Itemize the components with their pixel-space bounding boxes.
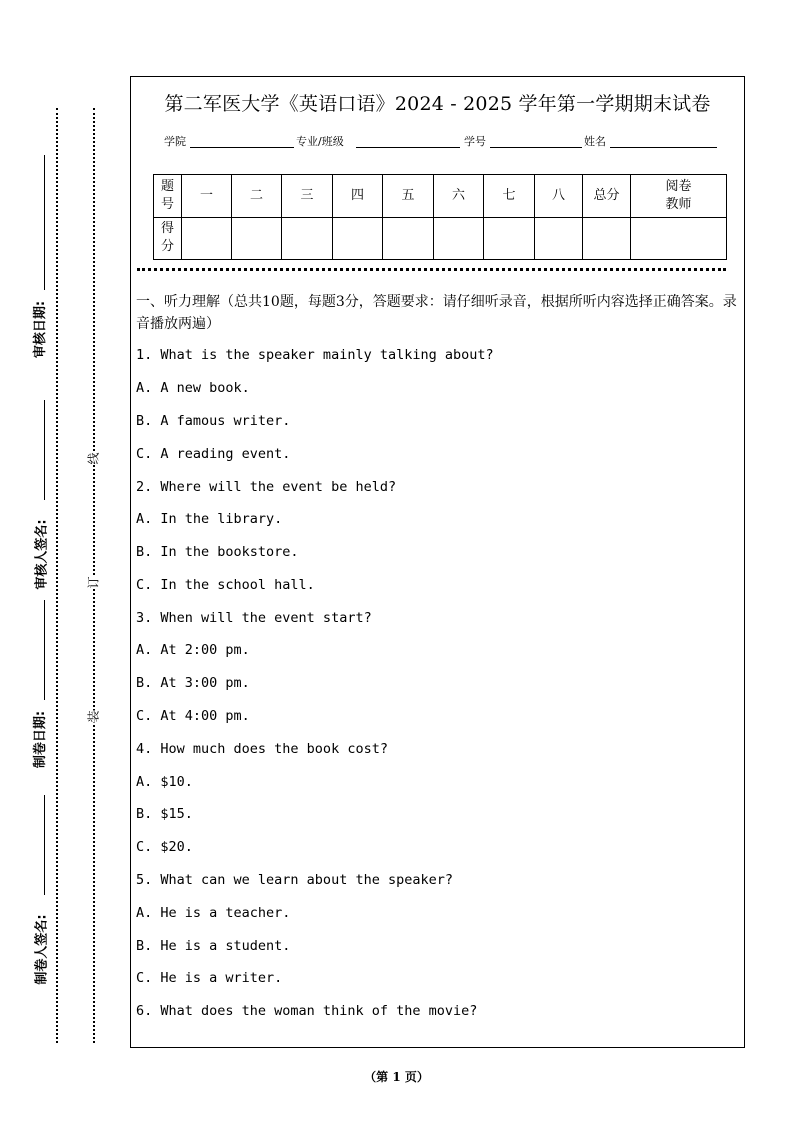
col-header: 三 bbox=[282, 175, 333, 218]
paper-date-label: 制卷日期: bbox=[29, 709, 48, 770]
row-label-question-no: 题 号 bbox=[154, 175, 182, 218]
option-line: C. $20. bbox=[136, 839, 193, 855]
score-cell[interactable] bbox=[182, 217, 232, 260]
col-header-grader: 阅卷 教师 bbox=[631, 175, 727, 218]
option-line: C. A reading event. bbox=[136, 446, 291, 462]
paper-maker-signature-line bbox=[44, 795, 45, 895]
option-line: B. He is a student. bbox=[136, 938, 291, 954]
score-cell[interactable] bbox=[232, 217, 282, 260]
option-line: B. In the bookstore. bbox=[136, 544, 299, 560]
section-separator bbox=[137, 268, 726, 271]
question-line: 4. How much does the book cost? bbox=[136, 741, 388, 757]
review-date-label: 审核日期: bbox=[29, 299, 48, 360]
col-header: 四 bbox=[333, 175, 383, 218]
row-label-score: 得 分 bbox=[154, 217, 182, 260]
option-line: A. A new book. bbox=[136, 380, 250, 396]
question-line: 2. Where will the event be held? bbox=[136, 479, 397, 495]
col-header: 二 bbox=[232, 175, 282, 218]
reviewer-signature-label: 审核人签名: bbox=[31, 517, 50, 591]
col-header: 七 bbox=[484, 175, 535, 218]
student-id-label: 学号 bbox=[464, 135, 486, 148]
student-info-row bbox=[164, 133, 724, 151]
section1-instructions: 一、听力理解（总共10题，每题3分，答题要求：请仔细听录音，根据所听内容选择正确答案。录音播放两遍） bbox=[136, 294, 737, 332]
option-line: C. In the school hall. bbox=[136, 577, 315, 593]
score-cell[interactable] bbox=[333, 217, 383, 260]
question-line: 5. What can we learn about the speaker? bbox=[136, 872, 453, 888]
score-cell[interactable] bbox=[484, 217, 535, 260]
option-line: A. He is a teacher. bbox=[136, 905, 291, 921]
question-line: 3. When will the event start? bbox=[136, 610, 372, 626]
option-line: A. At 2:00 pm. bbox=[136, 642, 250, 658]
option-line: A. In the library. bbox=[136, 511, 283, 527]
name-label: 姓名 bbox=[584, 135, 606, 148]
paper-maker-signature-label: 制卷人签名: bbox=[31, 912, 50, 986]
col-header-total: 总分 bbox=[583, 175, 631, 218]
col-header: 八 bbox=[535, 175, 583, 218]
score-table bbox=[153, 174, 727, 260]
score-cell[interactable] bbox=[434, 217, 484, 260]
question-line: 6. What does the woman think of the movie? bbox=[136, 1003, 478, 1019]
option-line: B. $15. bbox=[136, 806, 193, 822]
question-line: 1. What is the speaker mainly talking about? bbox=[136, 347, 494, 363]
college-field[interactable] bbox=[190, 147, 294, 148]
review-date-line bbox=[44, 155, 45, 290]
binding-char-line: 线 bbox=[83, 452, 104, 464]
paper-date-line bbox=[44, 600, 45, 700]
exam-title: 第二军医大学《英语口语》2024 - 2025 学年第一学期期末试卷 bbox=[164, 93, 711, 115]
col-header: 五 bbox=[383, 175, 434, 218]
student-id-field[interactable] bbox=[490, 147, 582, 148]
reviewer-signature-line bbox=[44, 400, 45, 500]
major-class-field[interactable] bbox=[356, 147, 460, 148]
option-line: B. A famous writer. bbox=[136, 413, 291, 429]
score-table-score-row bbox=[154, 217, 727, 260]
binding-char-staple: 订 bbox=[83, 576, 104, 588]
exam-frame bbox=[130, 76, 745, 1048]
name-field[interactable] bbox=[610, 147, 717, 148]
binding-dotted-line-outer bbox=[56, 108, 58, 1043]
score-cell[interactable] bbox=[282, 217, 333, 260]
option-line: C. At 4:00 pm. bbox=[136, 708, 250, 724]
major-class-label: 专业/班级 bbox=[296, 135, 344, 148]
binding-char-fold: 装 bbox=[83, 710, 104, 722]
option-line: C. He is a writer. bbox=[136, 970, 283, 986]
option-line: A. $10. bbox=[136, 774, 193, 790]
page-number: （第 1 页） bbox=[364, 1070, 429, 1084]
college-label: 学院 bbox=[164, 135, 186, 148]
option-line: B. At 3:00 pm. bbox=[136, 675, 250, 691]
col-header: 一 bbox=[182, 175, 232, 218]
score-cell-grader[interactable] bbox=[631, 217, 727, 260]
score-cell[interactable] bbox=[535, 217, 583, 260]
col-header: 六 bbox=[434, 175, 484, 218]
score-table-header-row bbox=[154, 175, 727, 218]
score-cell-total[interactable] bbox=[583, 217, 631, 260]
score-cell[interactable] bbox=[383, 217, 434, 260]
